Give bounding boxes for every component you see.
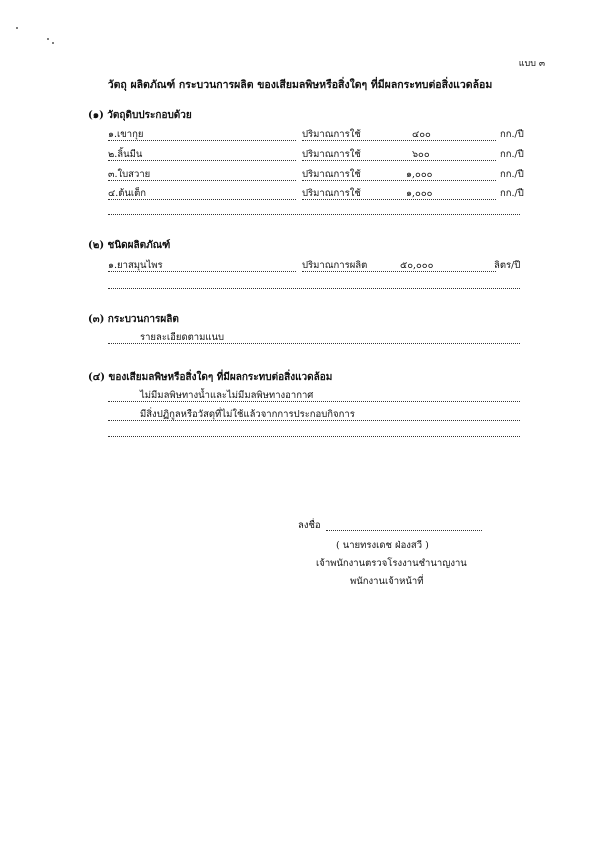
dotted-line [108,420,520,421]
document-title: วัตถุ ผลิตภัณฑ์ กระบวนการผลิต ของเสียมลพิษหรือสิ่งใดๆ ที่มีผลกระทบต่อสิ่งแวดล้อม [107,79,493,91]
materials-heading: (๑) วัตถุดิบประกอบด้วย [88,110,192,121]
material-qty-label: ปริมาณการใช้ [302,188,361,199]
waste-line: ไม่มีมลพิษทางน้ำและไม่มีมลพิษทางอากาศ [140,390,314,401]
dotted-line [302,271,496,272]
blank-dotted-line [108,288,520,289]
material-unit: กก./ปี [500,169,524,180]
process-heading: (๓) กระบวนการผลิต [88,314,179,325]
material-unit: กก./ปี [500,188,524,199]
sign-label: ลงชื่อ [298,520,321,531]
signature-line [326,530,482,531]
material-name: ๑.เขากุย [108,129,144,140]
waste-heading: (๔) ของเสียมลพิษหรือสิ่งใดๆ ที่มีผลกระทบต่อสิ่งแวดล้อม [88,372,333,383]
product-qty-label: ปริมาณการผลิต [302,260,368,271]
products-heading: (๒) ชนิดผลิตภัณฑ์ [88,240,171,251]
dotted-line [302,199,496,200]
blank-dotted-line [108,436,520,437]
material-qty-label: ปริมาณการใช้ [302,149,361,160]
dotted-line [108,343,520,344]
signer-role: พนักงานเจ้าหน้าที่ [350,576,424,587]
dotted-line [108,271,296,272]
form-code: แบบ ๓ [518,59,545,69]
material-unit: กก./ปี [500,149,524,160]
dotted-line [108,180,296,181]
signer-position: เจ้าพนักงานตรวจโรงงานชำนาญงาน [316,558,467,569]
scan-speck [52,42,54,44]
material-name: ๓.ใบสวาย [108,169,151,180]
dotted-line [108,160,296,161]
scan-speck [47,38,49,40]
dotted-line [108,401,520,402]
blank-dotted-line [108,214,520,215]
dotted-line [302,180,496,181]
dotted-line [108,199,296,200]
product-unit: ลิตร/ปี [494,260,521,271]
material-qty-label: ปริมาณการใช้ [302,129,361,140]
scan-speck [16,27,18,29]
material-qty: ๑,๐๐๐ [406,188,433,199]
dotted-line [302,140,496,141]
material-qty: ๔๐๐ [412,129,431,140]
process-text: รายละเอียดตามแนบ [140,332,225,343]
dotted-line [108,140,296,141]
material-unit: กก./ปี [500,129,524,140]
product-qty: ๕๐,๐๐๐ [400,260,434,271]
dotted-line [302,160,496,161]
material-qty-label: ปริมาณการใช้ [302,169,361,180]
waste-line: มีสิ่งปฏิกูลหรือวัสดุที่ไม่ใช้แล้วจากการประกอบกิจการ [140,409,355,420]
product-name: ๑.ยาสมุนไพร [108,260,163,271]
signer-name: ( นายทรงเดช ฝ่องสวี ) [336,540,429,551]
material-qty: ๑,๐๐๐ [406,169,433,180]
material-name: ๔.ต้นเต็ก [108,188,147,199]
material-qty: ๖๐๐ [412,149,430,160]
material-name: ๒.ลิ้นมีน [108,149,143,160]
